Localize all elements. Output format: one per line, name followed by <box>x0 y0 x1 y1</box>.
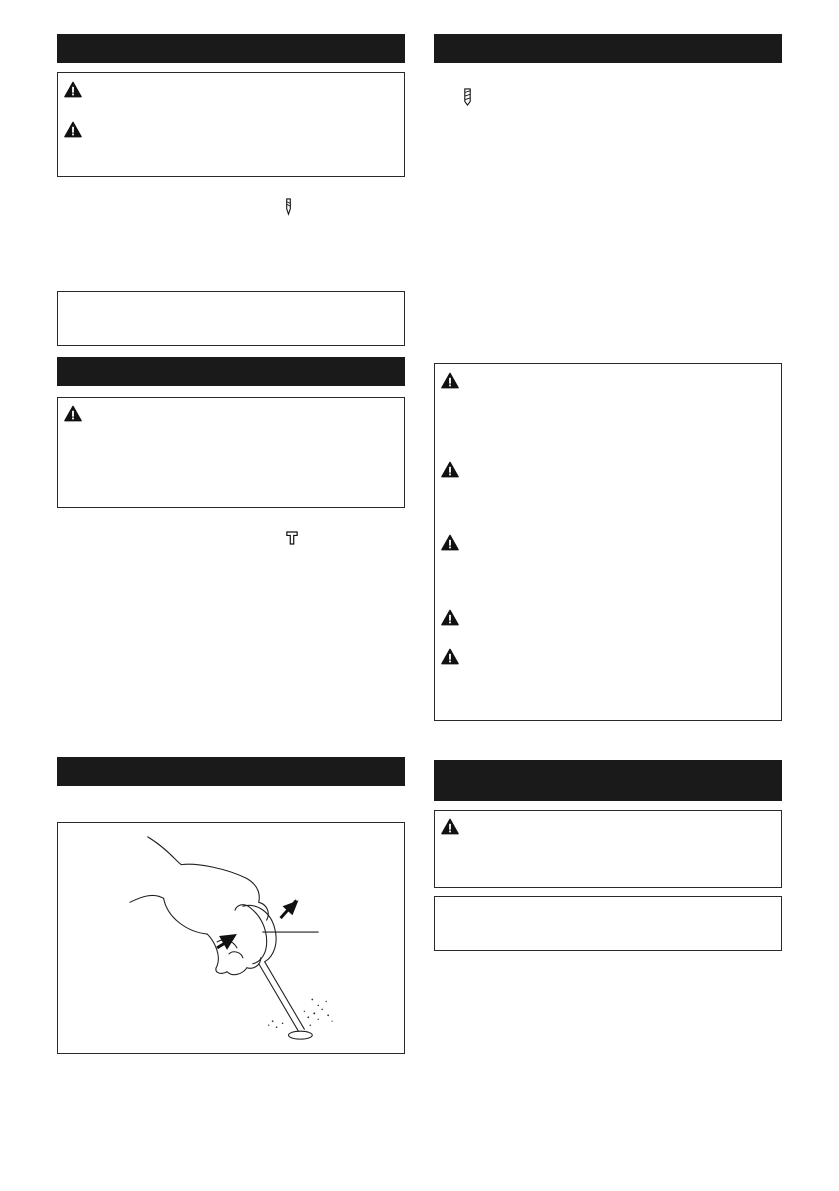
warning-triangle-icon <box>441 609 459 626</box>
left-section-1-note-box <box>57 291 405 346</box>
drill-bit-icon <box>284 198 293 216</box>
warning-triangle-icon <box>64 81 82 98</box>
warning-triangle-icon <box>441 648 459 665</box>
blow-out-figure <box>57 822 405 1054</box>
hammer-icon <box>286 531 298 545</box>
left-section-1-header-bar <box>57 34 405 63</box>
right-section-1-warning-box <box>434 363 782 721</box>
blow-out-bulb-illustration <box>58 823 404 1053</box>
left-section-2-warning-box <box>57 397 405 508</box>
right-section-2-warning-box <box>434 810 782 888</box>
warning-triangle-icon <box>441 461 459 478</box>
right-section-1-header-bar <box>434 34 782 63</box>
right-section-2-note-box <box>434 896 782 951</box>
warning-triangle-icon <box>441 818 459 835</box>
left-section-2-header-bar <box>57 357 405 386</box>
warning-triangle-icon <box>64 121 82 138</box>
warning-triangle-icon <box>441 372 459 389</box>
spiral-drill-icon <box>463 88 472 106</box>
warning-triangle-icon <box>64 405 82 422</box>
left-section-1-warning-box <box>57 72 405 177</box>
left-section-3-header-bar <box>57 757 405 786</box>
warning-triangle-icon <box>441 534 459 551</box>
right-section-2-header-bar <box>434 760 782 801</box>
